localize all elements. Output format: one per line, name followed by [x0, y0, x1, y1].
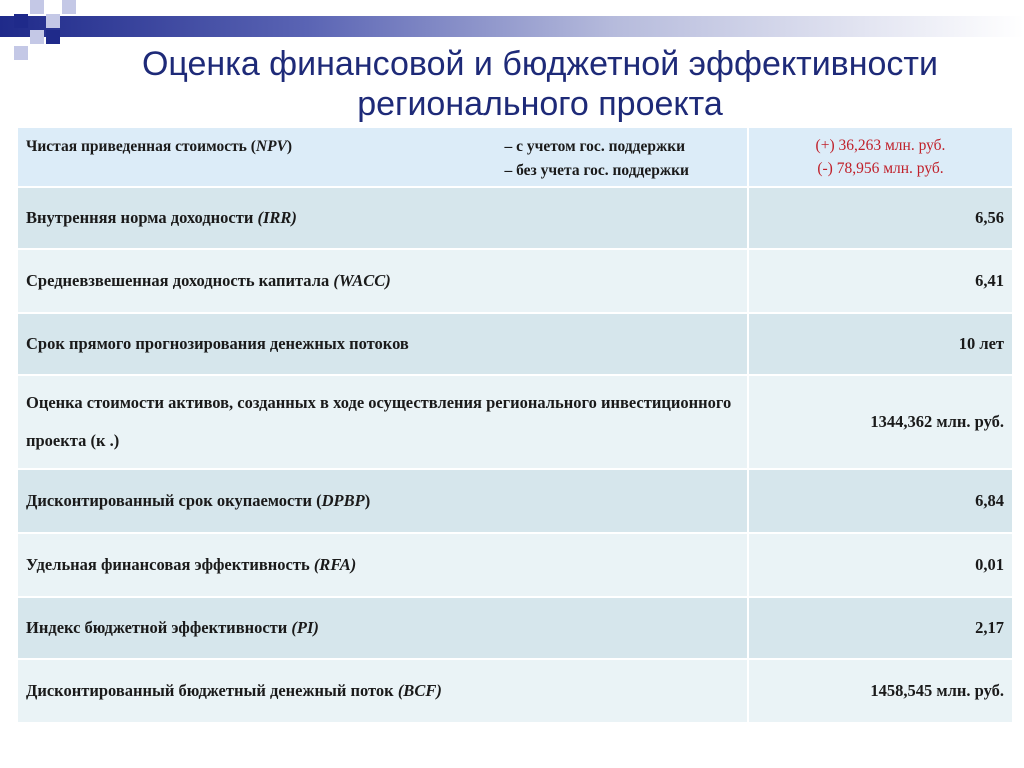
npv-value-cell — [748, 127, 1013, 187]
title-line-2: регионального проекта — [357, 85, 723, 123]
deco-square — [62, 0, 76, 14]
table-row — [17, 187, 1013, 249]
row-value: 1344,362 млн. руб. — [748, 375, 1013, 469]
row-label: Срок прямого прогнозирования денежных потоков — [17, 313, 748, 375]
npv-abbr: NPV — [255, 138, 287, 155]
row-value: 6,84 — [748, 469, 1013, 533]
row-label: Индекс бюджетной эффективности (PI) — [17, 597, 748, 659]
row-value: 0,01 — [748, 533, 1013, 597]
row-value: 6,56 — [748, 187, 1013, 249]
npv-label-cell — [17, 127, 748, 187]
row-label: Удельная финансовая эффективность (RFA) — [17, 533, 748, 597]
row-label: Средневзвешенная доходность капитала (WACC) — [17, 249, 748, 313]
table-row — [17, 313, 1013, 375]
npv-label-end: ) — [286, 138, 293, 155]
row-label: Оценка стоимости активов, созданных в ходе осуществления регионального инвестиционного проекта (к .) — [17, 375, 748, 469]
header-gradient-bar — [0, 16, 1024, 37]
npv-value-with: (+) 36,263 млн. руб. — [815, 137, 946, 154]
npv-label: Чистая приведенная стоимость ( — [26, 138, 256, 155]
deco-square — [30, 0, 44, 14]
efficiency-table — [16, 126, 1014, 724]
deco-square — [30, 30, 44, 44]
page-title — [90, 44, 990, 124]
row-label: Внутренняя норма доходности (IRR) — [17, 187, 748, 249]
table-row — [17, 533, 1013, 597]
deco-square — [46, 14, 60, 28]
deco-square — [46, 30, 60, 44]
npv-value-without: (-) 78,956 млн. руб. — [817, 160, 944, 177]
title-line-1: Оценка финансовой и бюджетной эффективности — [141, 45, 938, 83]
row-value: 1458,545 млн. руб. — [748, 659, 1013, 723]
table-row — [17, 469, 1013, 533]
deco-square — [14, 14, 28, 28]
table-row — [17, 249, 1013, 313]
npv-without-support: – без учета гос. поддержки — [504, 162, 689, 179]
deco-square — [14, 46, 28, 60]
table-row — [17, 127, 1013, 187]
row-value: 2,17 — [748, 597, 1013, 659]
row-label: Дисконтированный срок окупаемости (DPBP) — [17, 469, 748, 533]
row-value: 6,41 — [748, 249, 1013, 313]
table-row — [17, 597, 1013, 659]
row-label: Дисконтированный бюджетный денежный поток (BCF) — [17, 659, 748, 723]
row-value: 10 лет — [748, 313, 1013, 375]
table-row — [17, 659, 1013, 723]
npv-with-support: – с учетом гос. поддержки — [504, 138, 686, 155]
table-row — [17, 375, 1013, 469]
